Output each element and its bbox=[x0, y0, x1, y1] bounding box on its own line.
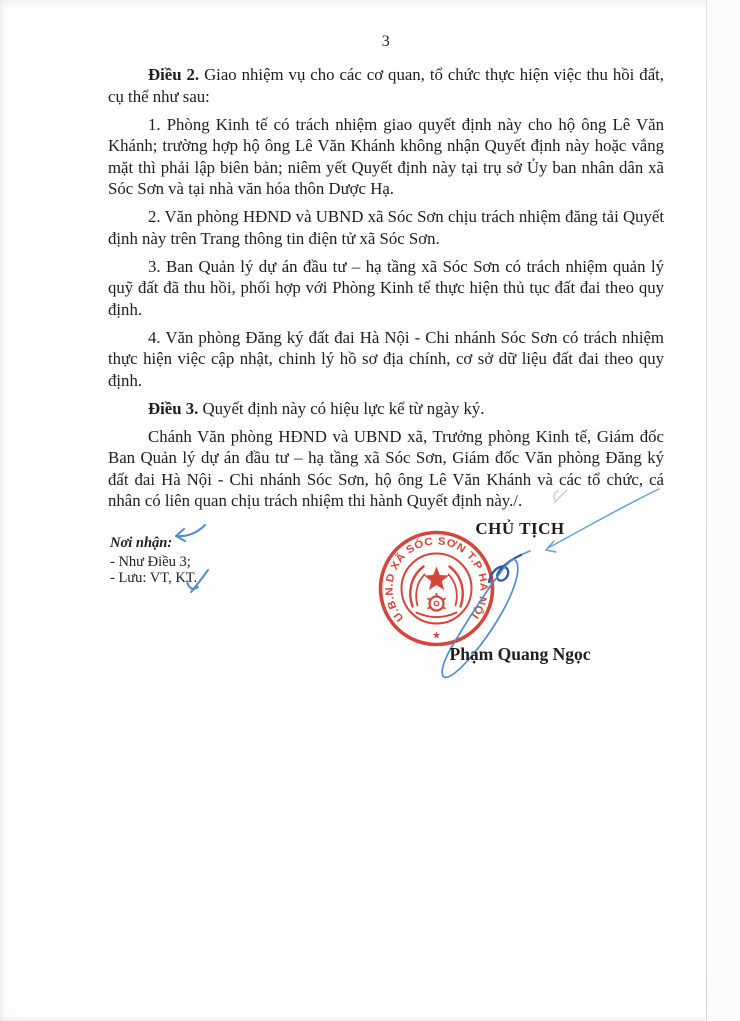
recipient-item: - Lưu: VT, KT. bbox=[110, 570, 198, 586]
document-body bbox=[108, 64, 664, 518]
seal-ring-text: U.B.N.D XÃ SÓC SƠN T.P HÀ NỘI bbox=[383, 535, 490, 624]
paragraph-text: Chánh Văn phòng HĐND và UBND xã, Trưởng phòng Kinh tế, Giám đốc Ban Quản lý dự án đầu tư – hạ tầng xã Sóc Sơn, Giám đốc Văn phòng Đăng ký đất đai Hà Nội - Chi nhánh Sóc Sơn, hộ ông Lê Văn Khánh và các tổ chức, cá nhân có liên quan chịu trách nhiệm thi hành Quyết định này./. bbox=[108, 426, 664, 510]
paragraph-item-1 bbox=[108, 114, 664, 200]
article-label: Điều 2. bbox=[148, 65, 200, 84]
signer-title: CHỦ TỊCH bbox=[475, 519, 565, 538]
article-label: Điều 3. bbox=[148, 398, 199, 418]
pen-tick-icon bbox=[554, 490, 567, 503]
recipient-item: - Như Điều 3; bbox=[110, 553, 191, 570]
paragraph-article-3 bbox=[108, 398, 664, 420]
page-number: 3 bbox=[381, 33, 391, 50]
paragraph-item-2 bbox=[108, 206, 664, 249]
pen-check-icon bbox=[176, 525, 205, 541]
paragraph-text: 3. Ban Quản lý dự án đầu tư – hạ tầng xã Sóc Sơn có trách nhiệm quản lý quỹ đất đã thu hồi, phối hợp với Phòng Kinh tế thực hiện thủ tục đất đai theo quy định. bbox=[108, 256, 664, 319]
paragraph-item-3 bbox=[108, 256, 664, 321]
paragraph-item-4 bbox=[108, 327, 664, 392]
recipients-heading: Nơi nhận: bbox=[110, 535, 173, 551]
paragraph-article-2 bbox=[108, 64, 664, 107]
pen-initial-icon bbox=[187, 570, 208, 592]
paragraph-text: Quyết định này có hiệu lực kể từ ngày ký. bbox=[198, 398, 485, 418]
paragraph-text: 1. Phòng Kinh tế có trách nhiệm giao quyết định này cho hộ ông Lê Văn Khánh; trường hợp hộ ông Lê Văn Khánh không nhận Quyết định này hoặc vắng mặt thì phải lập biên bản; niêm yết Quyết định này tại trụ sở Ủy ban nhân dân xã Sóc Sơn và tại nhà văn hóa thôn Dược Hạ. bbox=[108, 114, 664, 198]
signature-flourish-line bbox=[546, 489, 659, 552]
signer-name: Phạm Quang Ngọc bbox=[449, 644, 591, 664]
seal-bottom-star-icon: ★ bbox=[432, 630, 441, 642]
paragraph-text: 2. Văn phòng HĐND và UBND xã Sóc Sơn chịu trách nhiệm đăng tải Quyết định này trên Trang thông tin điện tử xã Sóc Sơn. bbox=[108, 207, 664, 248]
paragraph-text: Giao nhiệm vụ cho các cơ quan, tổ chức thực hiện việc thu hồi đất, cụ thể như sau: bbox=[108, 65, 664, 106]
signature-ink bbox=[100, 460, 740, 720]
paragraph-text: 4. Văn phòng Đăng ký đất đai Hà Nội - Chi nhánh Sóc Sơn có trách nhiệm thực hiện việc cập nhật, chinh lý hồ sơ địa chính, cơ sở dữ liệu đất đai theo quy định. bbox=[108, 327, 664, 390]
